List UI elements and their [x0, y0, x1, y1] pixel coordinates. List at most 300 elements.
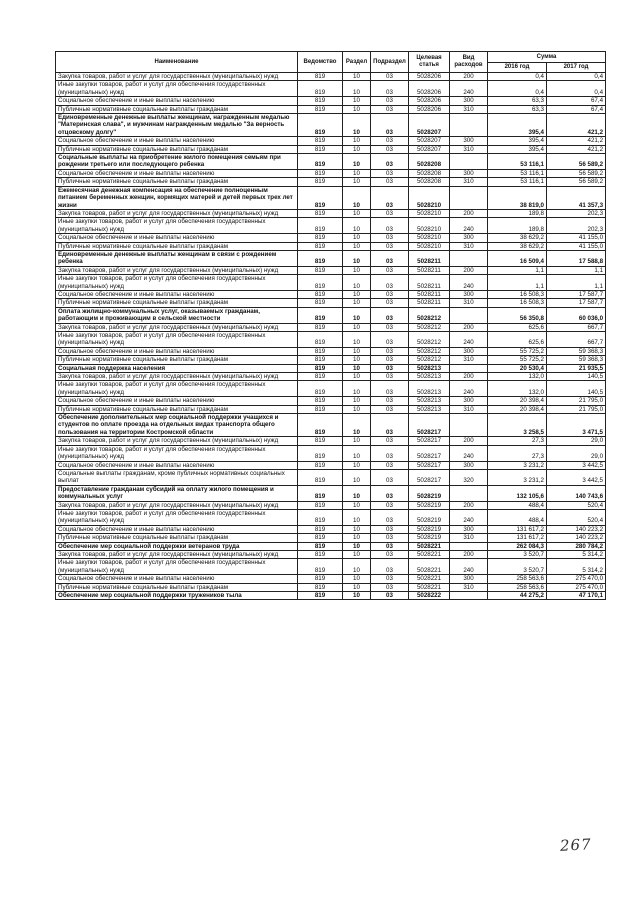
cell-name: Единовременные денежные выплаты женщинам, награжденным медалью "Материнская слава", и мужчинам награжденным медалью "За верность отцовскому долгу" — [56, 114, 298, 137]
cell-y2017: 56 589,2 — [547, 154, 606, 170]
cell-subsection: 03 — [371, 299, 409, 307]
cell-name: Закупка товаров, работ и услуг для государственных (муниципальных) нужд — [56, 550, 298, 558]
cell-dept: 819 — [298, 364, 343, 372]
cell-y2016: 56 350,8 — [488, 307, 547, 323]
cell-y2017: 202,3 — [547, 218, 606, 234]
cell-dept: 819 — [298, 186, 343, 209]
cell-y2016: 53 116,1 — [488, 169, 547, 177]
cell-dept: 819 — [298, 469, 343, 485]
table-row — [56, 218, 606, 234]
cell-y2017: 140 223,2 — [547, 534, 606, 542]
cell-name: Закупка товаров, работ и услуг для государственных (муниципальных) нужд — [56, 266, 298, 274]
cell-section: 10 — [343, 178, 371, 186]
cell-name: Иные закупки товаров, работ и услуг для обеспечения государственных (муниципальных) нужд — [56, 381, 298, 397]
cell-section: 10 — [343, 509, 371, 525]
cell-section: 10 — [343, 105, 371, 113]
cell-subsection: 03 — [371, 114, 409, 137]
cell-dept: 819 — [298, 485, 343, 501]
cell-kind — [450, 250, 488, 266]
header-2016: 2016 год — [488, 63, 547, 73]
table-row — [56, 209, 606, 217]
cell-subsection: 03 — [371, 356, 409, 364]
cell-section: 10 — [343, 347, 371, 355]
cell-target: 5028206 — [409, 97, 450, 105]
cell-dept: 819 — [298, 501, 343, 509]
cell-target: 5028221 — [409, 542, 450, 550]
cell-subsection: 03 — [371, 583, 409, 591]
cell-subsection: 03 — [371, 242, 409, 250]
cell-section: 10 — [343, 73, 371, 81]
cell-y2016: 3 520,7 — [488, 550, 547, 558]
cell-y2017: 140 223,2 — [547, 525, 606, 533]
cell-y2017: 3 442,5 — [547, 461, 606, 469]
table-row — [56, 81, 606, 97]
cell-y2017: 5 314,2 — [547, 550, 606, 558]
cell-dept: 819 — [298, 73, 343, 81]
table-row — [56, 461, 606, 469]
cell-y2017: 140,5 — [547, 373, 606, 381]
cell-y2017: 56 589,2 — [547, 178, 606, 186]
cell-dept: 819 — [298, 550, 343, 558]
cell-target: 5028206 — [409, 81, 450, 97]
cell-kind: 310 — [450, 583, 488, 591]
table-row — [56, 534, 606, 542]
cell-y2016: 1,1 — [488, 275, 547, 291]
cell-target: 5028217 — [409, 445, 450, 461]
cell-subsection: 03 — [371, 364, 409, 372]
cell-y2017: 667,7 — [547, 323, 606, 331]
cell-target: 5028212 — [409, 347, 450, 355]
cell-target: 5028210 — [409, 234, 450, 242]
cell-name: Иные закупки товаров, работ и услуг для обеспечения государственных (муниципальных) нужд — [56, 81, 298, 97]
cell-target: 5028207 — [409, 114, 450, 137]
cell-subsection: 03 — [371, 307, 409, 323]
table-row — [56, 445, 606, 461]
cell-target: 5028207 — [409, 145, 450, 153]
cell-name: Социальные выплаты гражданам, кроме публичных нормативных социальных выплат — [56, 469, 298, 485]
cell-y2017: 41 155,0 — [547, 234, 606, 242]
cell-y2017: 1,1 — [547, 266, 606, 274]
cell-dept: 819 — [298, 299, 343, 307]
cell-dept: 819 — [298, 405, 343, 413]
cell-kind — [450, 364, 488, 372]
cell-name: Закупка товаров, работ и услуг для государственных (муниципальных) нужд — [56, 373, 298, 381]
cell-name: Социальное обеспечение и иные выплаты населению — [56, 290, 298, 298]
cell-kind: 300 — [450, 347, 488, 355]
table-row — [56, 290, 606, 298]
cell-target: 5028208 — [409, 169, 450, 177]
cell-y2016: 488,4 — [488, 509, 547, 525]
cell-kind: 200 — [450, 373, 488, 381]
cell-subsection: 03 — [371, 218, 409, 234]
cell-section: 10 — [343, 275, 371, 291]
cell-name: Предоставление гражданам субсидий на оплату жилого помещения и коммунальных услуг — [56, 485, 298, 501]
cell-name: Публичные нормативные социальные выплаты гражданам — [56, 145, 298, 153]
cell-target: 5028219 — [409, 534, 450, 542]
cell-target: 5028221 — [409, 583, 450, 591]
cell-kind — [450, 154, 488, 170]
table-body — [56, 73, 606, 600]
cell-section: 10 — [343, 209, 371, 217]
cell-section: 10 — [343, 356, 371, 364]
cell-dept: 819 — [298, 105, 343, 113]
cell-section: 10 — [343, 218, 371, 234]
cell-kind: 200 — [450, 209, 488, 217]
cell-name: Обеспечение мер социальной поддержки ветеранов труда — [56, 542, 298, 550]
cell-y2017: 3 442,5 — [547, 469, 606, 485]
cell-name: Социальное обеспечение и иные выплаты населению — [56, 137, 298, 145]
cell-y2016: 258 563,6 — [488, 575, 547, 583]
cell-target: 5028213 — [409, 405, 450, 413]
cell-dept: 819 — [298, 323, 343, 331]
cell-y2017: 59 368,3 — [547, 347, 606, 355]
cell-subsection: 03 — [371, 525, 409, 533]
cell-kind: 200 — [450, 501, 488, 509]
header-target: Целевая статья — [409, 52, 450, 73]
cell-y2016: 395,4 — [488, 137, 547, 145]
cell-section: 10 — [343, 186, 371, 209]
cell-dept: 819 — [298, 154, 343, 170]
cell-dept: 819 — [298, 266, 343, 274]
cell-name: Публичные нормативные социальные выплаты гражданам — [56, 242, 298, 250]
cell-name: Иные закупки товаров, работ и услуг для обеспечения государственных (муниципальных) нужд — [56, 445, 298, 461]
cell-subsection: 03 — [371, 97, 409, 105]
cell-kind — [450, 307, 488, 323]
cell-target: 5028217 — [409, 437, 450, 445]
table-row — [56, 559, 606, 575]
page-number: 267 — [559, 835, 593, 855]
table-row — [56, 373, 606, 381]
cell-dept: 819 — [298, 559, 343, 575]
header-kind: Вид расходов — [450, 52, 488, 73]
table-row — [56, 105, 606, 113]
cell-section: 10 — [343, 445, 371, 461]
cell-subsection: 03 — [371, 445, 409, 461]
cell-name: Публичные нормативные социальные выплаты гражданам — [56, 105, 298, 113]
cell-y2017: 275 470,0 — [547, 583, 606, 591]
header-subsection: Подраздел — [371, 52, 409, 73]
cell-dept: 819 — [298, 534, 343, 542]
table-row — [56, 347, 606, 355]
cell-kind: 320 — [450, 469, 488, 485]
table-row — [56, 266, 606, 274]
cell-target: 5028207 — [409, 137, 450, 145]
cell-y2017: 520,4 — [547, 501, 606, 509]
cell-kind: 310 — [450, 178, 488, 186]
cell-y2017: 520,4 — [547, 509, 606, 525]
cell-dept: 819 — [298, 137, 343, 145]
cell-name: Иные закупки товаров, работ и услуг для обеспечения государственных (муниципальных) нужд — [56, 332, 298, 348]
table-row — [56, 186, 606, 209]
cell-section: 10 — [343, 592, 371, 600]
cell-kind: 300 — [450, 461, 488, 469]
cell-name: Социальное обеспечение и иные выплаты населению — [56, 347, 298, 355]
cell-name: Социальное обеспечение и иные выплаты населению — [56, 169, 298, 177]
cell-subsection: 03 — [371, 145, 409, 153]
cell-target: 5028210 — [409, 186, 450, 209]
cell-subsection: 03 — [371, 501, 409, 509]
cell-y2017: 17 587,7 — [547, 299, 606, 307]
cell-section: 10 — [343, 290, 371, 298]
cell-name: Ежемесячная денежная компенсация на обеспечение полноценным питанием беременных женщин, кормящих матерей и детей первых трех лет жизни — [56, 186, 298, 209]
cell-y2017: 1,1 — [547, 275, 606, 291]
cell-kind: 300 — [450, 525, 488, 533]
cell-subsection: 03 — [371, 275, 409, 291]
cell-y2016: 0,4 — [488, 81, 547, 97]
cell-dept: 819 — [298, 234, 343, 242]
cell-section: 10 — [343, 534, 371, 542]
table-row — [56, 509, 606, 525]
cell-subsection: 03 — [371, 347, 409, 355]
cell-kind: 310 — [450, 356, 488, 364]
cell-kind: 200 — [450, 323, 488, 331]
table-row — [56, 307, 606, 323]
cell-y2017: 421,2 — [547, 114, 606, 137]
cell-name: Социальное обеспечение и иные выплаты населению — [56, 525, 298, 533]
table-row — [56, 250, 606, 266]
cell-name: Социальное обеспечение и иные выплаты населению — [56, 397, 298, 405]
cell-kind: 300 — [450, 97, 488, 105]
header-sum: Сумма — [488, 52, 606, 63]
cell-dept: 819 — [298, 525, 343, 533]
cell-section: 10 — [343, 469, 371, 485]
cell-name: Публичные нормативные социальные выплаты гражданам — [56, 583, 298, 591]
cell-subsection: 03 — [371, 332, 409, 348]
cell-kind: 240 — [450, 381, 488, 397]
table-row — [56, 323, 606, 331]
cell-y2016: 44 275,2 — [488, 592, 547, 600]
cell-subsection: 03 — [371, 323, 409, 331]
table-row — [56, 137, 606, 145]
cell-y2016: 63,3 — [488, 97, 547, 105]
header-section: Раздел — [343, 52, 371, 73]
cell-y2016: 53 116,1 — [488, 178, 547, 186]
table-row — [56, 114, 606, 137]
cell-y2016: 3 520,7 — [488, 559, 547, 575]
cell-name: Закупка товаров, работ и услуг для государственных (муниципальных) нужд — [56, 501, 298, 509]
table-row — [56, 381, 606, 397]
cell-y2016: 3 231,2 — [488, 461, 547, 469]
cell-section: 10 — [343, 234, 371, 242]
cell-name: Закупка товаров, работ и услуг для государственных (муниципальных) нужд — [56, 73, 298, 81]
cell-y2017: 667,7 — [547, 332, 606, 348]
cell-kind: 200 — [450, 550, 488, 558]
cell-subsection: 03 — [371, 73, 409, 81]
cell-kind: 240 — [450, 81, 488, 97]
cell-kind: 200 — [450, 73, 488, 81]
table-row — [56, 332, 606, 348]
cell-y2016: 20 398,4 — [488, 405, 547, 413]
cell-subsection: 03 — [371, 414, 409, 437]
cell-y2017: 21 935,5 — [547, 364, 606, 372]
cell-section: 10 — [343, 250, 371, 266]
cell-section: 10 — [343, 525, 371, 533]
cell-target: 5028217 — [409, 461, 450, 469]
cell-target: 5028212 — [409, 323, 450, 331]
cell-kind: 310 — [450, 405, 488, 413]
cell-y2016: 189,8 — [488, 209, 547, 217]
table-row — [56, 73, 606, 81]
table-row — [56, 542, 606, 550]
cell-subsection: 03 — [371, 234, 409, 242]
cell-dept: 819 — [298, 381, 343, 397]
cell-y2017: 59 368,3 — [547, 356, 606, 364]
cell-name: Обеспечение мер социальной поддержки тружеников тыла — [56, 592, 298, 600]
cell-section: 10 — [343, 437, 371, 445]
cell-subsection: 03 — [371, 373, 409, 381]
cell-subsection: 03 — [371, 461, 409, 469]
cell-kind — [450, 592, 488, 600]
cell-y2016: 38 629,2 — [488, 242, 547, 250]
cell-name: Социальные выплаты на приобретение жилого помещения семьям при рождении третьего или последующего ребенка — [56, 154, 298, 170]
cell-subsection: 03 — [371, 559, 409, 575]
cell-kind: 300 — [450, 169, 488, 177]
cell-kind: 240 — [450, 275, 488, 291]
budget-table — [55, 51, 606, 600]
cell-y2016: 132,0 — [488, 381, 547, 397]
cell-y2016: 3 231,2 — [488, 469, 547, 485]
cell-name: Публичные нормативные социальные выплаты гражданам — [56, 356, 298, 364]
cell-dept: 819 — [298, 242, 343, 250]
cell-target: 5028206 — [409, 105, 450, 113]
cell-y2016: 131 617,2 — [488, 534, 547, 542]
table-row — [56, 242, 606, 250]
cell-y2016: 488,4 — [488, 501, 547, 509]
cell-section: 10 — [343, 114, 371, 137]
cell-section: 10 — [343, 81, 371, 97]
cell-target: 5028210 — [409, 209, 450, 217]
cell-section: 10 — [343, 266, 371, 274]
cell-name: Закупка товаров, работ и услуг для государственных (муниципальных) нужд — [56, 323, 298, 331]
cell-subsection: 03 — [371, 509, 409, 525]
cell-kind: 200 — [450, 266, 488, 274]
cell-y2017: 29,0 — [547, 445, 606, 461]
table-row — [56, 437, 606, 445]
cell-y2017: 21 795,0 — [547, 397, 606, 405]
cell-dept: 819 — [298, 145, 343, 153]
cell-dept: 819 — [298, 347, 343, 355]
cell-target: 5028221 — [409, 550, 450, 558]
cell-y2017: 21 795,0 — [547, 405, 606, 413]
cell-dept: 819 — [298, 542, 343, 550]
cell-section: 10 — [343, 299, 371, 307]
cell-section: 10 — [343, 137, 371, 145]
cell-subsection: 03 — [371, 485, 409, 501]
cell-target: 5028219 — [409, 525, 450, 533]
table-row — [56, 550, 606, 558]
cell-kind: 300 — [450, 234, 488, 242]
table-row — [56, 405, 606, 413]
cell-target: 5028211 — [409, 290, 450, 298]
cell-name: Социальное обеспечение и иные выплаты населению — [56, 234, 298, 242]
cell-section: 10 — [343, 559, 371, 575]
cell-y2016: 262 084,3 — [488, 542, 547, 550]
cell-target: 5028210 — [409, 218, 450, 234]
cell-name: Социальное обеспечение и иные выплаты населению — [56, 97, 298, 105]
cell-y2017: 202,3 — [547, 209, 606, 217]
cell-name: Иные закупки товаров, работ и услуг для обеспечения государственных (муниципальных) нужд — [56, 218, 298, 234]
cell-y2016: 625,6 — [488, 332, 547, 348]
cell-y2017: 60 036,0 — [547, 307, 606, 323]
cell-name: Публичные нормативные социальные выплаты гражданам — [56, 405, 298, 413]
cell-target: 5028221 — [409, 559, 450, 575]
cell-y2017: 29,0 — [547, 437, 606, 445]
cell-target: 5028219 — [409, 509, 450, 525]
header-2017: 2017 год — [547, 63, 606, 73]
cell-kind: 310 — [450, 299, 488, 307]
cell-kind: 310 — [450, 534, 488, 542]
cell-dept: 819 — [298, 169, 343, 177]
cell-subsection: 03 — [371, 290, 409, 298]
cell-y2017: 140 743,6 — [547, 485, 606, 501]
cell-y2017: 0,4 — [547, 81, 606, 97]
table-row — [56, 145, 606, 153]
cell-name: Иные закупки товаров, работ и услуг для обеспечения государственных (муниципальных) нужд — [56, 275, 298, 291]
cell-section: 10 — [343, 97, 371, 105]
cell-section: 10 — [343, 364, 371, 372]
cell-y2016: 395,4 — [488, 145, 547, 153]
cell-subsection: 03 — [371, 154, 409, 170]
cell-y2017: 56 589,2 — [547, 169, 606, 177]
header-dept: Ведомство — [298, 52, 343, 73]
cell-subsection: 03 — [371, 469, 409, 485]
table-row — [56, 575, 606, 583]
cell-y2017: 17 587,7 — [547, 290, 606, 298]
cell-y2017: 41 357,3 — [547, 186, 606, 209]
cell-section: 10 — [343, 373, 371, 381]
cell-y2016: 55 725,2 — [488, 347, 547, 355]
cell-y2016: 132,0 — [488, 373, 547, 381]
cell-section: 10 — [343, 145, 371, 153]
cell-section: 10 — [343, 154, 371, 170]
cell-subsection: 03 — [371, 266, 409, 274]
cell-target: 5028213 — [409, 381, 450, 397]
cell-section: 10 — [343, 583, 371, 591]
cell-subsection: 03 — [371, 169, 409, 177]
cell-section: 10 — [343, 397, 371, 405]
cell-target: 5028211 — [409, 250, 450, 266]
cell-section: 10 — [343, 550, 371, 558]
cell-dept: 819 — [298, 461, 343, 469]
cell-target: 5028213 — [409, 373, 450, 381]
cell-subsection: 03 — [371, 81, 409, 97]
cell-section: 10 — [343, 501, 371, 509]
cell-subsection: 03 — [371, 397, 409, 405]
cell-y2016: 131 617,2 — [488, 525, 547, 533]
cell-target: 5028211 — [409, 266, 450, 274]
cell-y2016: 0,4 — [488, 73, 547, 81]
cell-target: 5028221 — [409, 575, 450, 583]
cell-dept: 819 — [298, 97, 343, 105]
table-row — [56, 501, 606, 509]
cell-target: 5028213 — [409, 397, 450, 405]
cell-name: Социальная поддержка населения — [56, 364, 298, 372]
cell-subsection: 03 — [371, 592, 409, 600]
cell-kind: 240 — [450, 445, 488, 461]
cell-target: 5028210 — [409, 242, 450, 250]
cell-kind: 310 — [450, 242, 488, 250]
cell-y2016: 53 116,1 — [488, 154, 547, 170]
cell-dept: 819 — [298, 509, 343, 525]
cell-kind: 240 — [450, 218, 488, 234]
table-row — [56, 364, 606, 372]
cell-target: 5028212 — [409, 307, 450, 323]
cell-name: Обеспечение дополнительных мер социальной поддержки учащихся и студентов по оплате проезда на отдельных видах транспорта общего пользования на территории Костромской области — [56, 414, 298, 437]
cell-kind — [450, 485, 488, 501]
table-row — [56, 485, 606, 501]
cell-y2016: 16 508,3 — [488, 299, 547, 307]
cell-section: 10 — [343, 323, 371, 331]
